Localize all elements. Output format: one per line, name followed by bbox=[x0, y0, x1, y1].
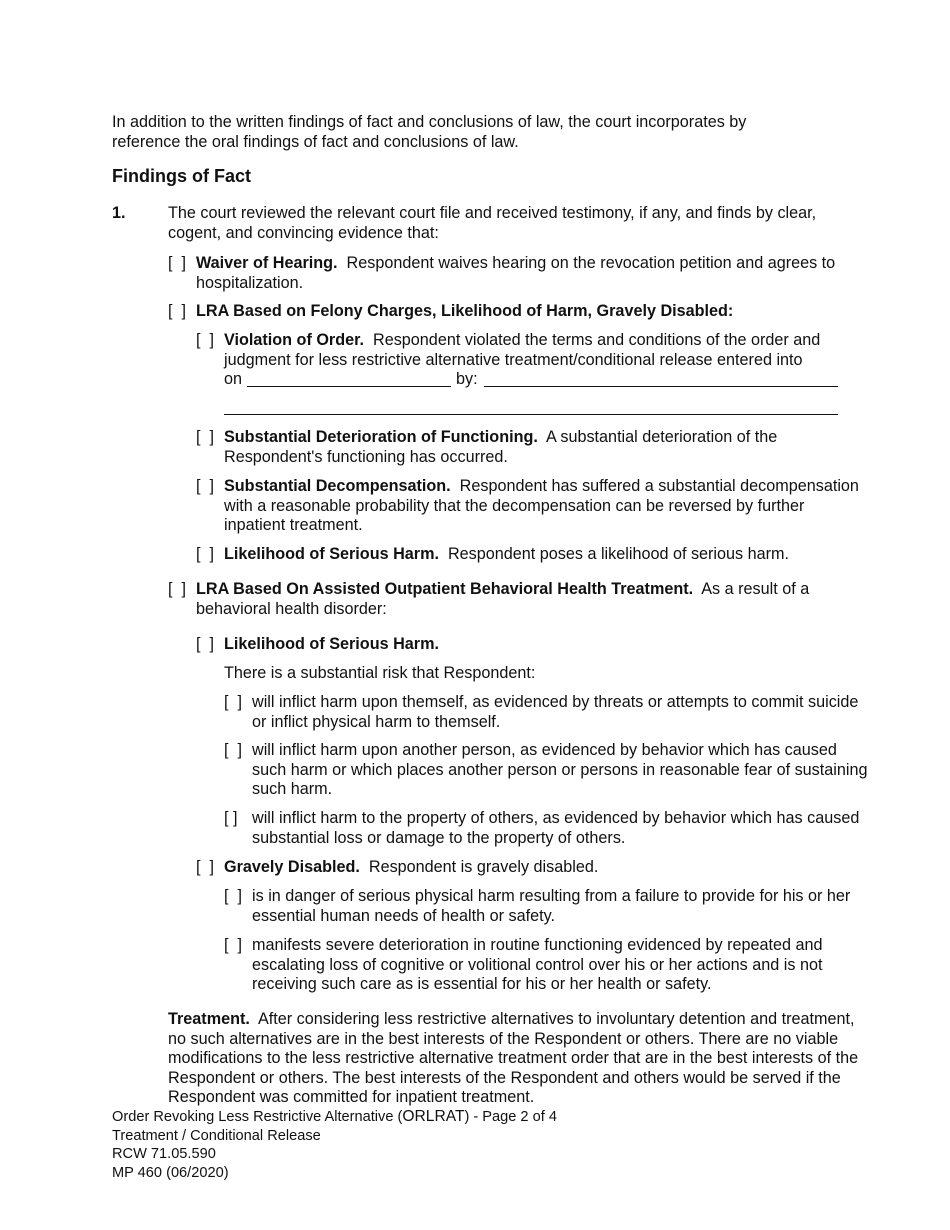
felony-harm-text: Respondent poses a likelihood of serious harm. bbox=[447, 545, 790, 563]
felony-harm-checkbox[interactable]: [ ] bbox=[196, 545, 214, 563]
risk-checkbox[interactable]: [ ] bbox=[224, 693, 242, 711]
violation-option bbox=[196, 331, 864, 370]
risk-checkbox[interactable]: [ ] bbox=[224, 809, 238, 827]
risk-text: will inflict harm upon themself, as evidenced by threats or attempts to commit suicide or inflict physical harm to themself. bbox=[252, 693, 859, 731]
on-label: on bbox=[224, 370, 243, 388]
outpatient-harm-option bbox=[196, 635, 864, 655]
treatment-title: Treatment. bbox=[168, 1010, 250, 1028]
gravely-title: Gravely Disabled. bbox=[224, 858, 360, 876]
lra-outpatient-option bbox=[168, 580, 858, 619]
item1-text: The court reviewed the relevant court file and received testimony, if any, and finds by clear, cogent, and convincing evidence that: bbox=[168, 204, 817, 242]
decompensation-option bbox=[196, 477, 864, 536]
gravely-sub-checkbox[interactable]: [ ] bbox=[224, 887, 242, 905]
deterioration-option bbox=[196, 428, 864, 467]
gravely-text: Respondent is gravely disabled. bbox=[368, 858, 599, 876]
footer-subtitle: Treatment / Conditional Release bbox=[112, 1127, 321, 1144]
waiver-option bbox=[168, 254, 858, 293]
waiver-checkbox[interactable]: [ ] bbox=[168, 254, 186, 272]
date-input-line[interactable] bbox=[247, 386, 451, 387]
lra-outpatient-text: As a result of a behavioral health disorder: bbox=[196, 580, 810, 618]
footer-form-number: MP 460 (06/2020) bbox=[112, 1164, 229, 1181]
felony-harm-title: Likelihood of Serious Harm. bbox=[224, 545, 439, 563]
treatment-text: After considering less restrictive alternatives to involuntary detention and treatment, no such alternatives are in the best interests of the Respondent or others. There are no viable modifications to the less restrictive alternative treatment order that are in the best interests of the Respondent or others. The best interests of the Respondent and others would be served if the Respondent was committed for inpatient treatment. bbox=[168, 1010, 859, 1106]
waiver-title: Waiver of Hearing. bbox=[196, 254, 338, 272]
item-number: 1. bbox=[112, 204, 126, 222]
deterioration-text: A substantial deterioration of the Respondent's functioning has occurred. bbox=[224, 428, 778, 466]
lra-outpatient-title: LRA Based On Assisted Outpatient Behavioral Health Treatment. bbox=[196, 580, 694, 598]
gravely-sub-option bbox=[224, 936, 864, 995]
waiver-text: Respondent waives hearing on the revocation petition and agrees to hospitalization. bbox=[196, 254, 836, 292]
outpatient-harm-checkbox[interactable]: [ ] bbox=[196, 635, 214, 653]
violation-text: Respondent violated the terms and conditions of the order and judgment for less restrictive alternative treatment/conditional release entered into bbox=[224, 331, 821, 369]
violation-title: Violation of Order. bbox=[224, 331, 365, 349]
by-input-line[interactable] bbox=[484, 386, 838, 387]
decompensation-title: Substantial Decompensation. bbox=[224, 477, 451, 495]
risk-option bbox=[224, 693, 874, 732]
lra-outpatient-checkbox[interactable]: [ ] bbox=[168, 580, 186, 598]
by-label: by: bbox=[456, 370, 478, 388]
felony-harm-option bbox=[196, 545, 864, 565]
deterioration-title: Substantial Deterioration of Functioning. bbox=[224, 428, 538, 446]
gravely-sub-option bbox=[224, 887, 864, 926]
lra-felony-checkbox[interactable]: [ ] bbox=[168, 302, 186, 320]
footer-title-line bbox=[112, 1108, 557, 1127]
lra-felony-title: LRA Based on Felony Charges, Likelihood of Harm, Gravely Disabled: bbox=[196, 302, 734, 320]
violation-checkbox[interactable]: [ ] bbox=[196, 331, 214, 349]
risk-text: will inflict harm upon another person, as evidenced by behavior which has caused such harm or which places another person or persons in reasonable fear of sustaining such harm. bbox=[252, 741, 868, 798]
gravely-checkbox[interactable]: [ ] bbox=[196, 858, 214, 876]
intro-paragraph: In addition to the written findings of fact and conclusions of law, the court incorporates by reference the oral findings of fact and conclusions of law. bbox=[112, 113, 747, 151]
footer bbox=[112, 1108, 557, 1182]
outpatient-harm-title: Likelihood of Serious Harm. bbox=[224, 635, 439, 653]
findings-heading: Findings of Fact bbox=[112, 166, 251, 186]
footer-form-code: ORLRAT bbox=[402, 1108, 465, 1125]
gravely-sub-text: is in danger of serious physical harm resulting from a failure to provide for his or her essential human needs of health or safety. bbox=[252, 887, 851, 925]
risk-option bbox=[224, 809, 874, 848]
gravely-option bbox=[196, 858, 864, 878]
gravely-sub-text: manifests severe deterioration in routine functioning evidenced by repeated and escalating loss of cognitive or volitional control over his or her actions and is not receiving such care as is essential for his or her health or safety. bbox=[252, 936, 823, 993]
risk-text: will inflict harm to the property of others, as evidenced by behavior which has caused substantial loss or damage to the property of others. bbox=[252, 809, 860, 847]
risk-option bbox=[224, 741, 874, 800]
decompensation-checkbox[interactable]: [ ] bbox=[196, 477, 214, 495]
deterioration-checkbox[interactable]: [ ] bbox=[196, 428, 214, 446]
risk-checkbox[interactable]: [ ] bbox=[224, 741, 242, 759]
gravely-sub-checkbox[interactable]: [ ] bbox=[224, 936, 242, 954]
risk-intro: There is a substantial risk that Respondent: bbox=[224, 664, 536, 682]
decompensation-text: Respondent has suffered a substantial decompensation with a reasonable probability that the decompensation can be reversed by further inpatient treatment. bbox=[224, 477, 859, 534]
footer-title: Order Revoking Less Restrictive Alternative ( bbox=[112, 1109, 403, 1125]
lra-felony-option bbox=[168, 302, 858, 322]
by-input-line-2[interactable] bbox=[224, 414, 838, 415]
footer-rcw: RCW 71.05.590 bbox=[112, 1146, 216, 1162]
footer-page-number: ) - Page 2 of 4 bbox=[464, 1109, 557, 1125]
treatment-paragraph bbox=[168, 1010, 868, 1108]
